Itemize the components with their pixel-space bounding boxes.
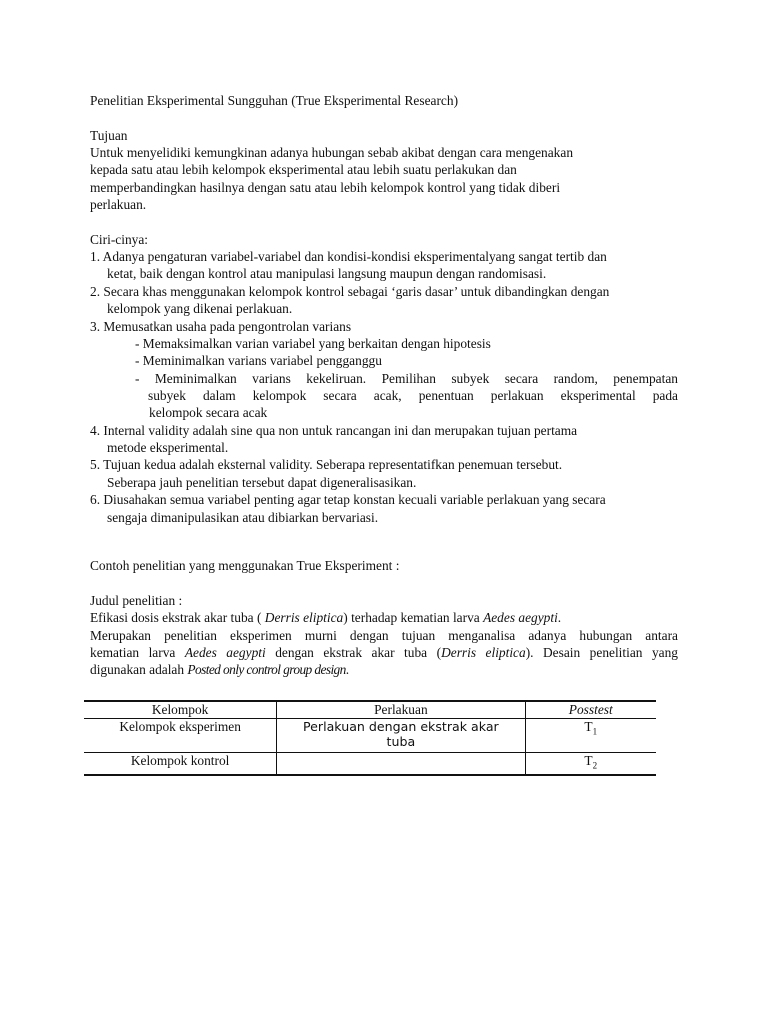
list-item-4: 4. Internal validity adalah sine qua non untuk rancangan ini dan merupakan tujuan pertama	[90, 423, 578, 438]
judul-label: Judul penelitian :	[90, 593, 183, 608]
table-row	[84, 719, 656, 753]
paragraph-line: kematian larva Aedes aegypti dengan ekstrak akar tuba (Derris eliptica). Desain penelitian yang	[90, 645, 678, 660]
species-name: Derris eliptica	[264, 610, 344, 625]
list-item-4-cont: metode eksperimental.	[107, 440, 229, 455]
list-item-6: 6. Diusahakan semua variabel penting agar tetap konstan kecuali variable perlakuan yang secara	[90, 492, 606, 507]
contoh-heading: Contoh penelitian yang menggunakan True Eksperiment :	[90, 558, 400, 573]
table-row	[84, 753, 656, 775]
cell-kelompok: Kelompok kontrol	[84, 753, 277, 775]
list-item-5-cont: Seberapa jauh penelitian tersebut dapat digeneralisasikan.	[107, 475, 417, 490]
tujuan-line: perlakuan.	[90, 197, 147, 212]
tujuan-line: Untuk menyelidiki kemungkinan adanya hubungan sebab akibat dengan cara mengenakan	[90, 145, 574, 160]
list-item-2-cont: kelompok yang dikenai perlakuan.	[107, 301, 293, 316]
paragraph-line: digunakan adalah Posted only control group design.	[90, 662, 350, 677]
tujuan-heading: Tujuan	[90, 128, 128, 143]
species-name: Aedes aegypti	[184, 645, 266, 660]
cell-posstest: $T_2$	[525, 753, 656, 775]
list-item-2: 2. Secara khas menggunakan kelompok kontrol sebagai ‘garis dasar’ untuk dibandingkan dengan	[90, 284, 610, 299]
ciri-heading: Ciri-cinya:	[90, 232, 149, 247]
cell-kelompok: Kelompok eksperimen	[84, 719, 277, 753]
tujuan-line: kepada satu atau lebih kelompok eksperimental atau lebih suatu perlakukan dan	[90, 162, 517, 177]
list-item-3: 3. Memusatkan usaha pada pengontrolan varians	[90, 319, 352, 334]
species-name: Derris eliptica	[441, 645, 526, 660]
tujuan-line: memperbandingkan hasilnya dengan satu atau lebih kelompok kontrol yang tidak diberi	[90, 180, 561, 195]
sub-item-3-cont: kelompok secara acak	[149, 405, 268, 420]
paragraph-line: Merupakan penelitian eksperimen murni dengan tujuan menganalisa adanya hubungan antara	[90, 628, 678, 643]
cell-perlakuan: Perlakuan dengan ekstrak akar tuba	[277, 719, 525, 753]
sub-item-1: - Memaksimalkan varian variabel yang berkaitan dengan hipotesis	[135, 336, 491, 351]
cell-perlakuan	[277, 753, 525, 775]
header-kelompok: Kelompok	[84, 701, 277, 719]
document-title: Penelitian Eksperimental Sungguhan (True Eksperimental Research)	[90, 93, 459, 108]
list-item-1: 1. Adanya pengaturan variabel-variabel dan kondisi-kondisi eksperimentalyang sangat tertib dan	[90, 249, 607, 264]
sub-item-3-cont: subyek dalam kelompok secara acak, penentuan perlakuan eksperimental pada	[148, 388, 678, 403]
design-table	[84, 700, 656, 776]
list-item-6-cont: sengaja dimanipulasikan atau dibiarkan bervariasi.	[107, 510, 379, 525]
design-name: Posted only control group design	[187, 662, 346, 677]
sub-item-2: - Meminimalkan varians variabel pengganggu	[135, 353, 382, 368]
header-posstest: Posstest	[525, 701, 656, 719]
list-item-1-cont: ketat, baik dengan kontrol atau manipulasi langsung maupun dengan randomisasi.	[107, 266, 547, 281]
judul-title: Efikasi dosis ekstrak akar tuba ( Derris eliptica) terhadap kematian larva Aedes aegypti.	[90, 610, 562, 625]
species-name: Aedes aegypti	[483, 610, 558, 625]
sub-item-3: - Meminimalkan varians kekeliruan. Pemilihan subyek secara random, penempatan	[135, 371, 678, 386]
list-item-5: 5. Tujuan kedua adalah eksternal validity. Seberapa representatifkan penemuan tersebut.	[90, 457, 563, 472]
header-perlakuan: Perlakuan	[277, 701, 525, 719]
cell-posstest: $T_1$	[525, 719, 656, 753]
table-header-row	[84, 701, 656, 719]
